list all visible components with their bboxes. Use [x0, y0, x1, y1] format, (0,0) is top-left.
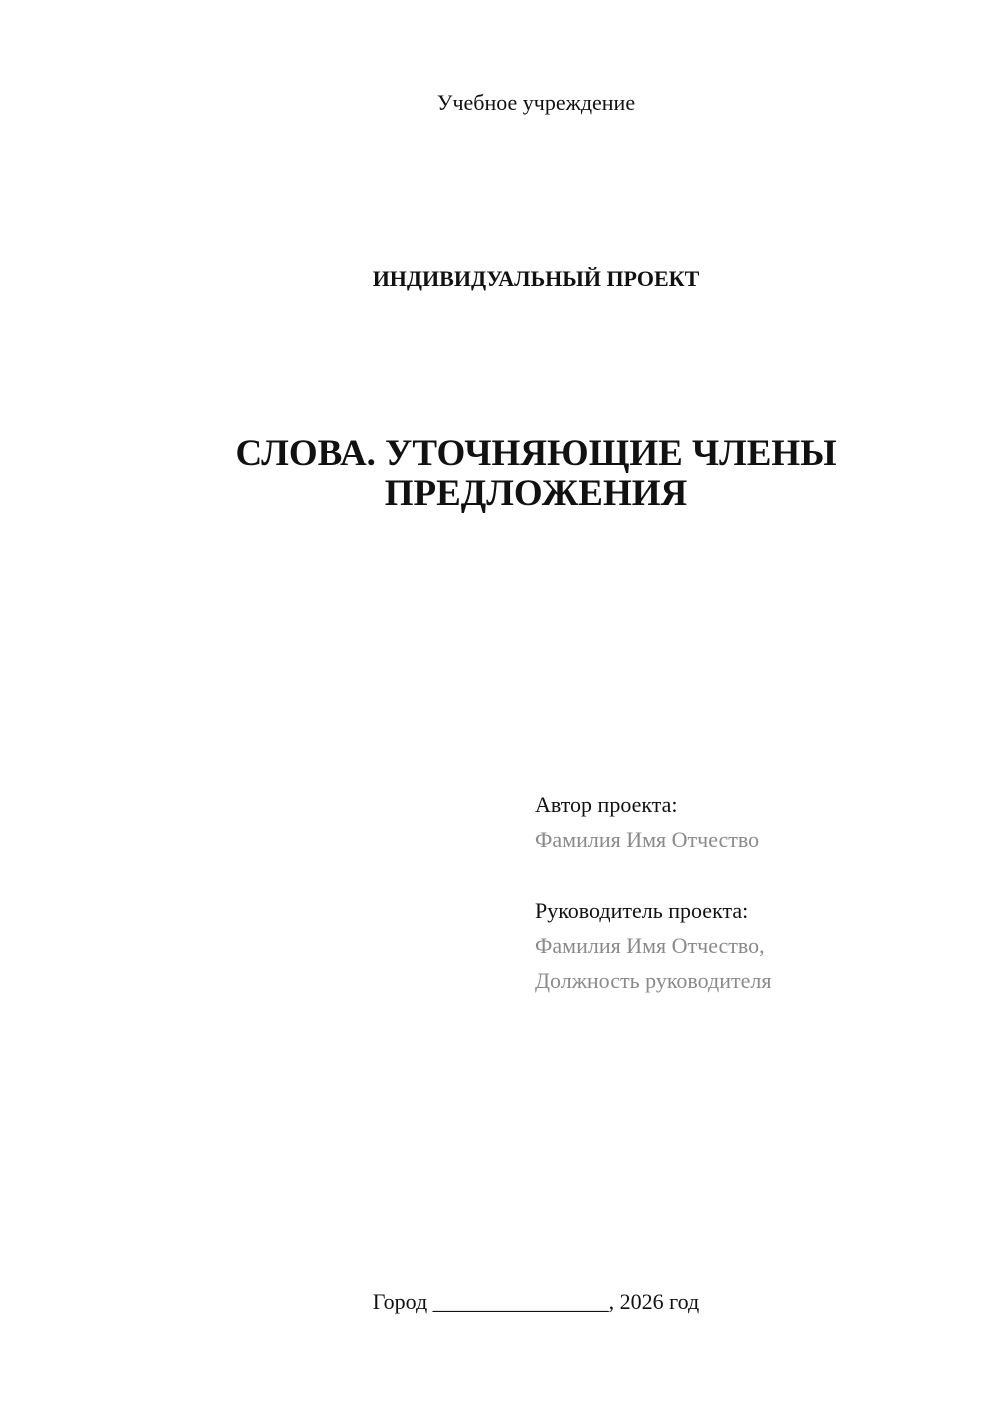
- project-title-line-2: ПРЕДЛОЖЕНИЯ: [384, 473, 688, 514]
- institution-name: Учебное учреждение: [436, 90, 636, 115]
- author-name: Фамилия Имя Отчество: [535, 827, 760, 852]
- supervisor-name: Фамилия Имя Отчество,: [535, 933, 765, 958]
- info-spacer: [535, 857, 771, 893]
- supervisor-label: Руководитель проекта:: [535, 898, 749, 923]
- author-label: Автор проекта:: [535, 792, 678, 817]
- city-year-line: Город ________________, 2026 год: [372, 1289, 700, 1314]
- project-info-block: [535, 787, 771, 998]
- project-title-line-1: СЛОВА. УТОЧНЯЮЩИЕ ЧЛЕНЫ: [235, 433, 837, 474]
- supervisor-position: Должность руководителя: [535, 968, 772, 993]
- document-type: ИНДИВИДУАЛЬНЫЙ ПРОЕКТ: [372, 266, 700, 291]
- project-title: [0, 434, 1000, 514]
